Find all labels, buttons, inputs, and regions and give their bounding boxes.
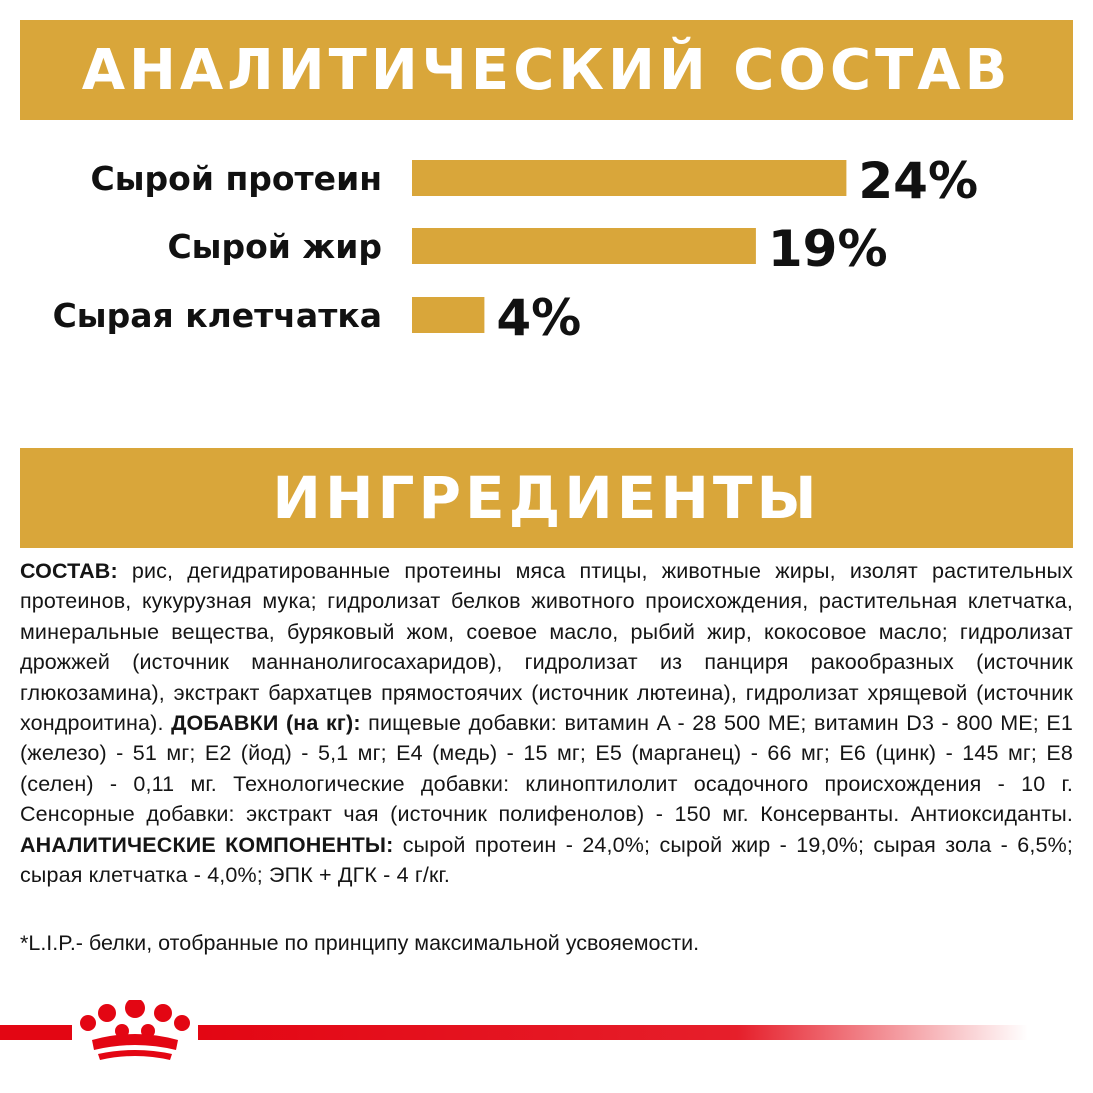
ingredients-text <box>20 556 1073 890</box>
bar-category-label: Сырой протеин <box>90 159 382 198</box>
lip-footnote: *L.I.P.- белки, отобранные по принципу максимальной усвояемости. <box>20 931 700 955</box>
bar-value-label: 4% <box>496 289 582 347</box>
additives-text: пищевые добавки: витамин A - 28 500 МЕ; витамин D3 - 800 МЕ; E1 (железо) - 51 мг; E2 (йод) - 5,1 мг; E4 (медь) - 15 мг; E5 (марганец) - 66 мг; E6 (цинк) - 145 мг; E8 (селен) - 0,11 мг. Технологические добавки: клиноптилолит осадочного происхождения - 10 г. Сенсорные добавки: экстракт чая (источник полифенолов) - 150 мг. Консерванты. Антиоксиданты. <box>20 711 1074 827</box>
bar-value-label: 19% <box>767 220 888 278</box>
bar-value-label: 24% <box>858 152 979 210</box>
analytic-bar-chart <box>0 140 1093 360</box>
analytic-banner <box>20 20 1073 120</box>
sostav-label: СОСТАВ: <box>20 559 118 583</box>
ingredients-title: ИНГРЕДИЕНТЫ <box>272 464 821 532</box>
bar <box>412 297 484 333</box>
analytic-components-label: АНАЛИТИЧЕСКИЕ КОМПОНЕНТЫ: <box>20 832 394 857</box>
analytic-components-text: сырой протеин - 24,0%; сырой жир - 19,0%; сырая зола - 6,5%; сырая клетчатка - 4,0%; ЭПК + ДГК - 4 г/кг. <box>20 832 1073 888</box>
royal-canin-crown-icon <box>80 1000 190 1060</box>
ingredients-banner <box>20 448 1073 548</box>
additives-label: ДОБАВКИ (на кг): <box>171 711 361 736</box>
brand-footer <box>0 1000 1093 1070</box>
bar <box>412 160 846 196</box>
bar-category-label: Сырой жир <box>167 227 382 266</box>
analytic-title: АНАЛИТИЧЕСКИЙ СОСТАВ <box>81 37 1012 103</box>
bar <box>412 228 756 264</box>
red-stripe-right <box>198 1025 1028 1040</box>
red-stripe-left <box>0 1025 72 1040</box>
sostav-text: рис, дегидратированные протеины мяса птицы, животные жиры, изолят растительных протеинов, кукурузная мука; гидролизат белков животного происхождения, растительная клетчатка, минеральные вещества, буряковый жом, соевое масло, рыбий жир, кокосовое масло; гидролизат дрожжей (источник маннанолигосахаридов), гидролизат из панциря ракообразных (источник глюкозамина), экстракт бархатцев прямостоячих (источник лютеина), гидролизат хрящевой (источник хондроитина). <box>20 559 1073 736</box>
bar-category-label: Сырая клетчатка <box>52 296 382 335</box>
